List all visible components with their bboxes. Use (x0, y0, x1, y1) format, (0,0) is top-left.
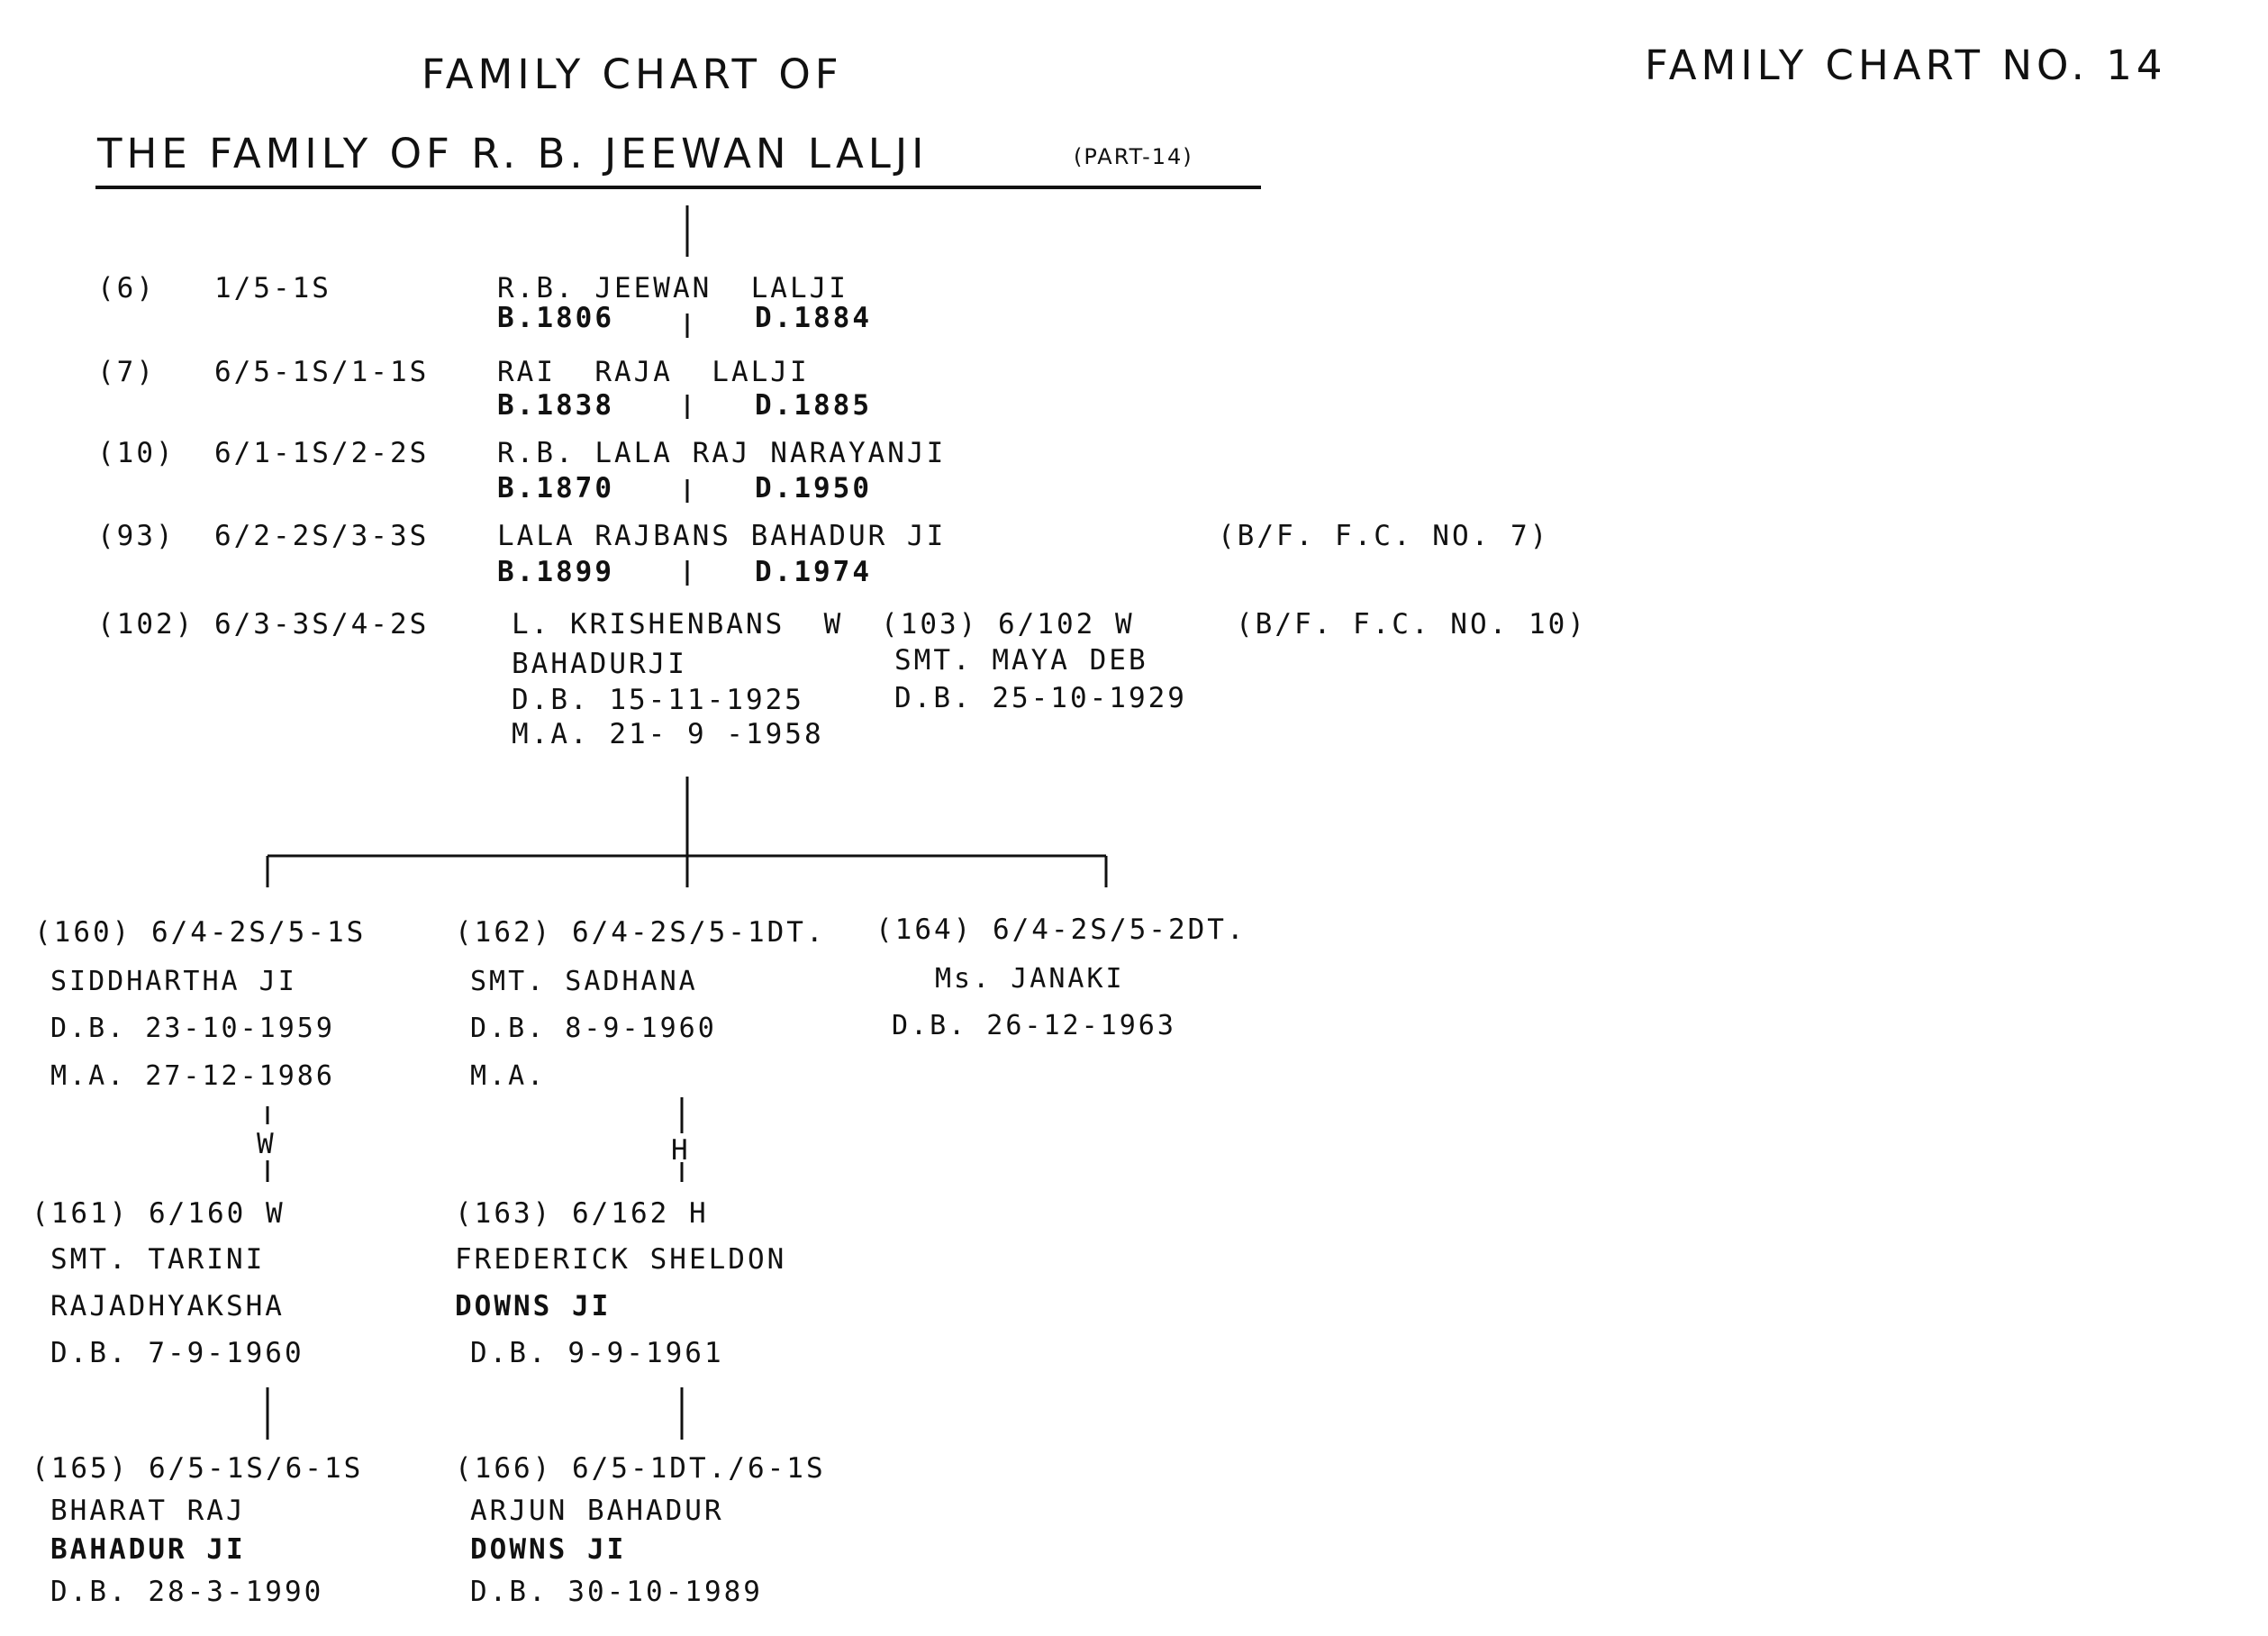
spouse-dob: D.B. 9-9-1961 (470, 1337, 724, 1369)
child-dob: D.B. 26-12-1963 (892, 1010, 1176, 1041)
child-dob: D.B. 23-10-1959 (50, 1013, 335, 1044)
spouse-name-line2: RAJADHYAKSHA (50, 1290, 285, 1322)
child-ref: (160) 6/4-2S/5-1S (34, 916, 367, 949)
grandchild-ref: (165) 6/5-1S/6-1S (32, 1452, 364, 1485)
child-ref: (162) 6/4-2S/5-1DT. (455, 916, 826, 949)
grandchild-name-line2: BAHADUR JI (50, 1533, 246, 1566)
spouse-link-h: H (671, 1134, 691, 1167)
lineage-ref: (7) 6/5-1S/1-1S (97, 356, 430, 388)
spouse-name-line2: DOWNS JI (455, 1290, 612, 1322)
child-name: Ms. JANAKI (935, 963, 1125, 995)
child-ma: M.A. (470, 1060, 547, 1092)
grandchild-dob: D.B. 30-10-1989 (470, 1576, 763, 1608)
lineage-birth: B.1806 (497, 302, 614, 334)
lineage-death: D.1884 (755, 302, 872, 334)
lineage-death: D.1885 (755, 389, 872, 422)
spouse-dob: D.B. 7-9-1960 (50, 1337, 304, 1369)
lineage-note: (B/F. F.C. NO. 7) (1218, 520, 1550, 552)
couple-note: (B/F. F.C. NO. 10) (1236, 608, 1587, 641)
chart-title-line2: THE FAMILY OF R. B. JEEWAN LALJI (97, 130, 929, 177)
lineage-death: D.1950 (755, 472, 872, 504)
wife-name: SMT. MAYA DEB (894, 644, 1148, 677)
lineage-ref: (93) 6/2-2S/3-3S (97, 520, 430, 552)
spouse-link-w: W (257, 1128, 277, 1160)
lineage-ref: (6) 1/5-1S (97, 272, 331, 304)
child-dob: D.B. 8-9-1960 (470, 1013, 717, 1044)
child-ref: (164) 6/4-2S/5-2DT. (875, 913, 1247, 946)
spouse-ref: (161) 6/160 W (32, 1197, 286, 1230)
lineage-name: R.B. JEEWAN LALJI (497, 272, 848, 304)
lineage-death: D.1974 (755, 556, 872, 588)
grandchild-name-line1: ARJUN BAHADUR (470, 1495, 724, 1527)
chart-title-line1: FAMILY CHART OF (422, 50, 843, 98)
chart-number: FAMILY CHART NO. 14 (1645, 41, 2167, 89)
spouse-ref: (163) 6/162 H (455, 1197, 709, 1230)
spouse-name-line1: SMT. TARINI (50, 1243, 266, 1276)
child-name: SMT. SADHANA (470, 966, 698, 997)
spouse-name-line1: FREDERICK SHELDON (455, 1243, 787, 1276)
husband-ref: (102) 6/3-3S/4-2S (97, 608, 430, 641)
lineage-name: LALA RAJBANS BAHADUR JI (497, 520, 947, 552)
wife-ref: (103) 6/102 W (881, 608, 1135, 641)
lineage-birth: B.1838 (497, 389, 614, 422)
lineage-name: R.B. LALA RAJ NARAYANJI (497, 437, 947, 469)
child-ma: M.A. 27-12-1986 (50, 1060, 335, 1092)
grandchild-ref: (166) 6/5-1DT./6-1S (455, 1452, 826, 1485)
lineage-birth: B.1899 (497, 556, 614, 588)
child-name: SIDDHARTHA JI (50, 966, 297, 997)
grandchild-name-line1: BHARAT RAJ (50, 1495, 246, 1527)
husband-ma: M.A. 21- 9 -1958 (512, 718, 824, 750)
chart-title-part: (PART-14) (1074, 144, 1193, 169)
lineage-name: RAI RAJA LALJI (497, 356, 810, 388)
husband-name-line2: BAHADURJI (512, 648, 687, 680)
grandchild-dob: D.B. 28-3-1990 (50, 1576, 324, 1608)
grandchild-name-line2: DOWNS JI (470, 1533, 627, 1566)
husband-name-line1: L. KRISHENBANS W (512, 608, 844, 641)
wife-dob: D.B. 25-10-1929 (894, 682, 1187, 714)
husband-dob: D.B. 15-11-1925 (512, 684, 804, 716)
lineage-ref: (10) 6/1-1S/2-2S (97, 437, 430, 469)
lineage-birth: B.1870 (497, 472, 614, 504)
